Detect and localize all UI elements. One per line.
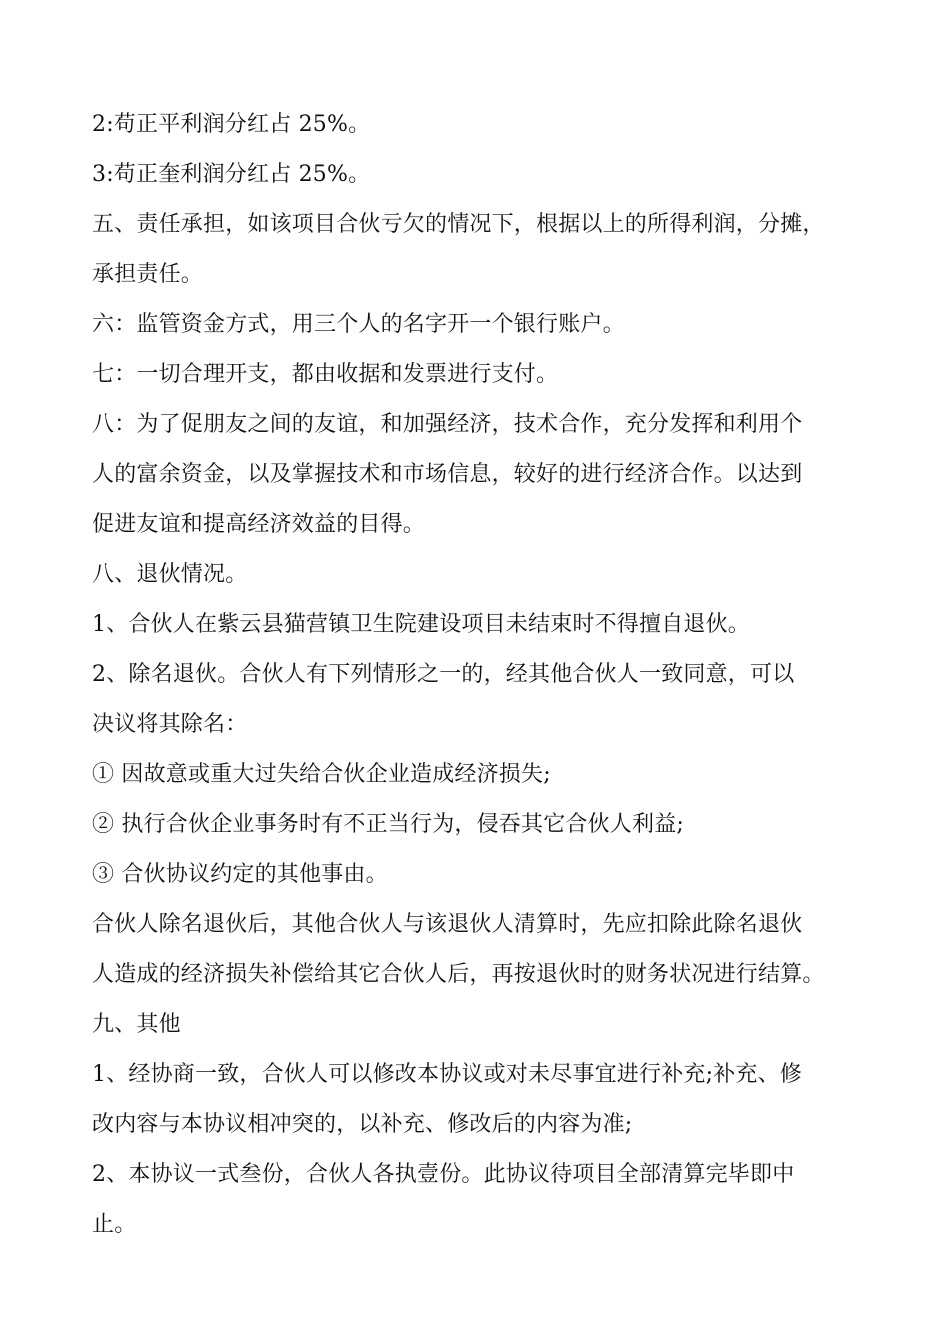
list-item: ② 执行合伙企业事务时有不正当行为，侵吞其它合伙人利益; [92, 812, 685, 837]
text-line: 决议将其除名： [92, 712, 248, 737]
text-line: 1、经协商一致，合伙人可以修改本协议或对未尽事宜进行补充;补充、修 [92, 1062, 803, 1087]
text-line: 止。 [92, 1212, 137, 1237]
text-line: 合伙人除名退伙后，其他合伙人与该退伙人清算时，先应扣除此除名退伙 [92, 912, 803, 937]
text-line: 七：一切合理开支，都由收据和发票进行支付。 [92, 362, 559, 387]
text-line: 3:苟正奎利润分红占 25%。 [92, 162, 371, 187]
text-line: 六：监管资金方式，用三个人的名字开一个银行账户。 [92, 312, 625, 337]
list-item: ① 因故意或重大过失给合伙企业造成经济损失; [92, 762, 551, 787]
text-line: 改内容与本协议相冲突的，以补充、修改后的内容为准; [92, 1112, 633, 1137]
text-line: 承担责任。 [92, 262, 204, 287]
text-line: 五、责任承担，如该项目合伙亏欠的情况下，根据以上的所得利润，分摊， [92, 212, 825, 237]
text-line: 人造成的经济损失补偿给其它合伙人后，再按退伙时的财务状况进行结算。 [92, 962, 825, 987]
text-line: 1、合伙人在紫云县猫营镇卫生院建设项目未结束时不得擅自退伙。 [92, 612, 750, 637]
text-line: 八：为了促朋友之间的友谊，和加强经济，技术合作，充分发挥和利用个 [92, 412, 803, 437]
section-heading: 九、其他 [92, 1012, 181, 1037]
text-line: 2、除名退伙。合伙人有下列情形之一的，经其他合伙人一致同意，可以 [92, 662, 795, 687]
section-heading: 八、退伙情况。 [92, 562, 248, 587]
text-line: 人的富余资金，以及掌握技术和市场信息，较好的进行经济合作。以达到 [92, 462, 803, 487]
list-item: ③ 合伙协议约定的其他事由。 [92, 862, 388, 887]
text-line: 2、本协议一式叁份，合伙人各执壹份。此协议待项目全部清算完毕即中 [92, 1162, 795, 1187]
text-line: 促进友谊和提高经济效益的目得。 [92, 512, 426, 537]
text-line: 2:苟正平利润分红占 25%。 [92, 112, 371, 137]
